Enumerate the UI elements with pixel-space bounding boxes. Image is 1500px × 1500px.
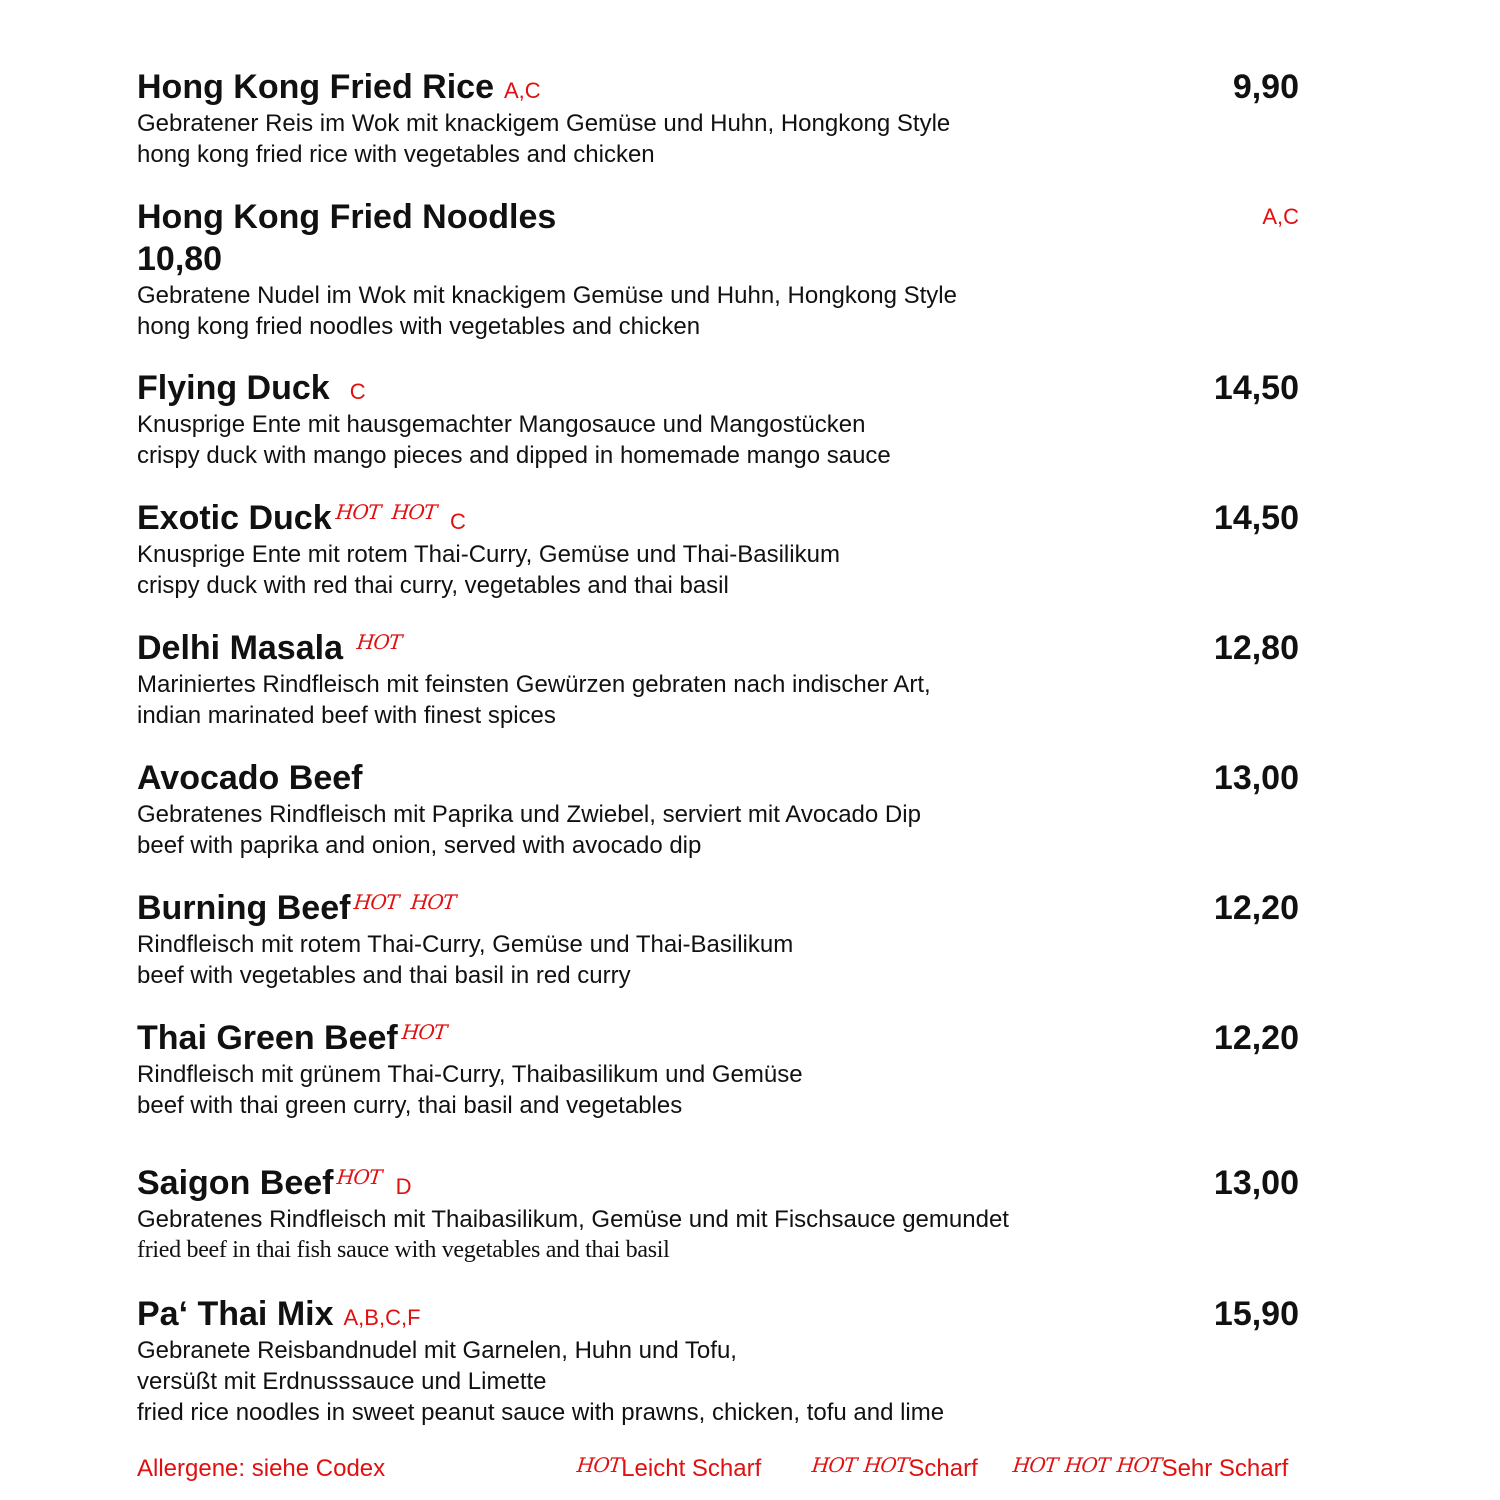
item-title-row [137,367,1299,409]
dish-name: Flying Duck [137,369,330,407]
chili-hot-icon: HOT [400,1020,448,1044]
item-title-row [137,1017,1299,1059]
item-title-row [137,196,1299,238]
dish-price: 13,00 [1213,1164,1299,1202]
chili-hot-icon: HOT [1116,1453,1163,1477]
dish-price: 12,20 [1213,889,1299,927]
dish-name: Avocado Beef [137,759,363,797]
chili-hot-icon: HOT [1011,1453,1059,1477]
menu-item [137,497,1299,601]
description-german: Mariniertes Rindfleisch mit feinsten Gewürzen gebraten nach indischer Art, [137,671,931,698]
chili-hot-icon: HOT [1063,1453,1111,1477]
spice-legend-very-hot [1013,1455,1288,1483]
description-english: crispy duck with mango pieces and dipped in homemade mango sauce [137,442,891,469]
menu-footer [0,1455,1500,1485]
menu-item [137,367,1299,471]
description-german-continued: versüßt mit Erdnusssauce und Limette [137,1368,547,1395]
description-english: beef with vegetables and thai basil in red curry [137,962,631,989]
dish-price: 9,90 [1232,68,1299,106]
chili-hot-icon: HOT [390,500,438,524]
legend-label: Leicht Scharf [621,1455,762,1482]
description-english: fried beef in thai fish sauce with vegetables and thai basil [137,1237,670,1263]
menu-item [137,757,1299,861]
description-german: Gebratenes Rindfleisch mit Thaibasilikum, Gemüse und mit Fischsauce gemundet [137,1206,1009,1233]
description-english: beef with paprika and onion, served with avocado dip [137,832,702,859]
dish-name: Hong Kong Fried Noodles [137,198,557,236]
item-title-row [137,627,1299,669]
dish-name: Delhi Masala [137,629,343,667]
dish-name: Exotic Duck [137,499,332,537]
menu-item [137,1293,1299,1428]
allergen-note: Allergene: siehe Codex [137,1455,386,1482]
dish-name: Pa‘ Thai Mix [137,1295,334,1333]
description-german: Gebratener Reis im Wok mit knackigem Gemüse und Huhn, Hongkong Style [137,110,951,137]
description-german: Rindfleisch mit grünem Thai-Curry, Thaibasilikum und Gemüse [137,1061,803,1088]
menu-item [137,1162,1299,1266]
item-title-row [137,757,1299,799]
description-english: hong kong fried noodles with vegetables and chicken [137,313,701,340]
menu-item [137,196,1299,342]
menu-item [137,66,1299,170]
allergen-codes: D [395,1174,412,1199]
item-title-row [137,1162,1299,1204]
spice-legend-mild [577,1455,761,1483]
description-german: Gebratene Nudel im Wok mit knackigem Gemüse und Huhn, Hongkong Style [137,282,957,309]
description-german: Knusprige Ente mit hausgemachter Mangosauce und Mangostücken [137,411,866,438]
dish-name: Hong Kong Fried Rice [137,68,494,106]
description-german: Gebranete Reisbandnudel mit Garnelen, Huhn und Tofu, [137,1337,737,1364]
dish-price: 14,50 [1213,369,1299,407]
item-price-row [137,238,1299,280]
chili-hot-icon: HOT [862,1453,910,1477]
description-german: Rindfleisch mit rotem Thai-Curry, Gemüse und Thai-Basilikum [137,931,794,958]
spice-legend-hot [812,1455,978,1483]
description-german: Knusprige Ente mit rotem Thai-Curry, Gemüse und Thai-Basilikum [137,541,840,568]
menu-item [137,627,1299,731]
dish-price: 14,50 [1213,499,1299,537]
dish-name: Saigon Beef [137,1164,334,1202]
legend-label: Scharf [908,1455,978,1482]
allergen-codes: A,B,C,F [343,1305,421,1330]
legend-label: Sehr Scharf [1161,1455,1289,1482]
chili-hot-icon: HOT [353,890,400,914]
description-english: hong kong fried rice with vegetables and chicken [137,141,655,168]
chili-hot-icon: HOT [355,630,403,654]
menu-item [137,887,1299,991]
item-title-row [137,66,1299,108]
item-title-row [137,497,1299,539]
dish-price: 10,80 [137,240,223,278]
description-english: fried rice noodles in sweet peanut sauce with prawns, chicken, tofu and lime [137,1399,945,1426]
allergen-codes: C [450,509,466,534]
dish-name: Burning Beef [137,889,351,927]
chili-hot-icon: HOT [409,890,457,914]
chili-hot-icon: HOT [810,1453,858,1477]
description-german: Gebratenes Rindfleisch mit Paprika und Zwiebel, serviert mit Avocado Dip [137,801,921,828]
allergen-codes: C [349,379,366,404]
chili-hot-icon: HOT [575,1453,623,1477]
chili-hot-icon: HOT [336,1165,383,1189]
menu-item [137,1017,1299,1121]
item-title-row [137,887,1299,929]
dish-price: 12,80 [1213,629,1299,667]
allergen-codes: A,C [504,78,541,103]
dish-name: Thai Green Beef [137,1019,398,1057]
description-english: beef with thai green curry, thai basil and vegetables [137,1092,683,1119]
description-english: crispy duck with red thai curry, vegetables and thai basil [137,572,729,599]
description-english: indian marinated beef with finest spices [137,702,556,729]
dish-price: 15,90 [1213,1295,1299,1333]
dish-price: 13,00 [1213,759,1299,797]
item-title-row [137,1293,1299,1335]
allergen-codes: A,C [1262,204,1299,229]
chili-hot-icon: HOT [334,500,382,524]
dish-price: 12,20 [1213,1019,1299,1057]
